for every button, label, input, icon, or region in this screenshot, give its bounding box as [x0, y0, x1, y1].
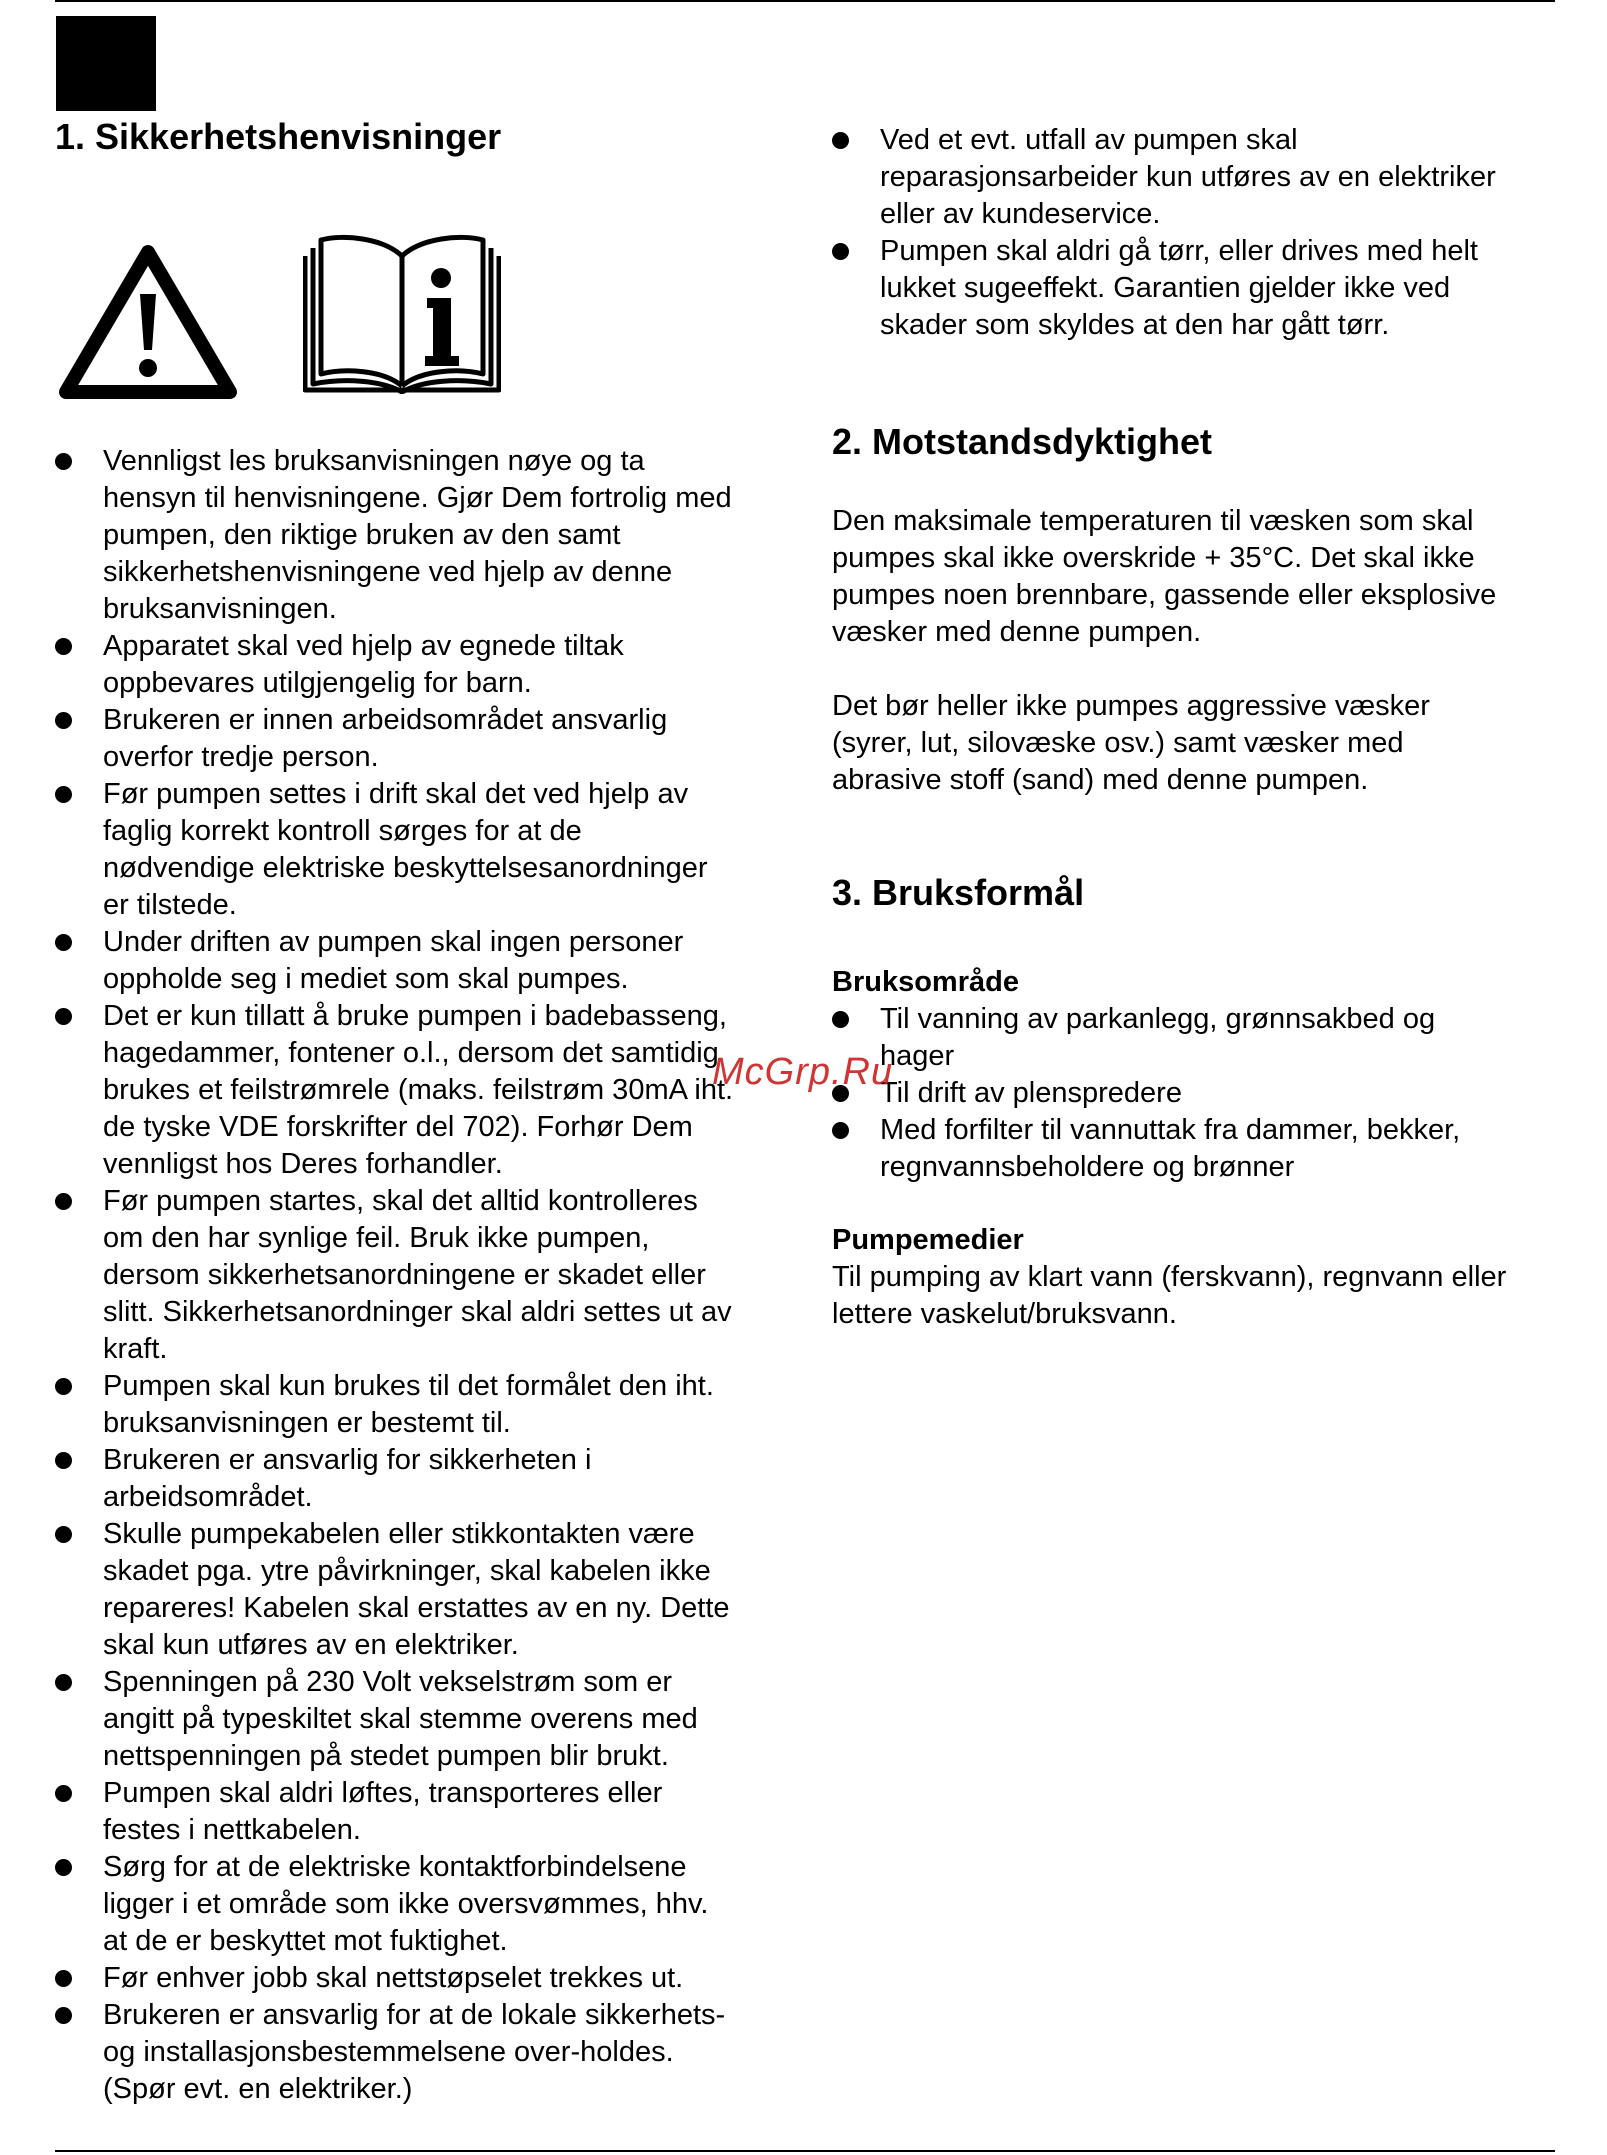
section-1-title: 1. Sikkerhetshenvisninger: [55, 116, 502, 157]
list-item-text: faglig korrekt kontroll sørges for at de: [103, 815, 582, 847]
list-item-text: sikkerhetshenvisningene ved hjelp av denne: [103, 556, 673, 588]
list-item: [55, 1368, 795, 1442]
list-item-text: eller av kundeservice.: [880, 198, 1161, 230]
bullet-icon: [832, 132, 849, 149]
list-item-text: Brukeren er innen arbeidsområdet ansvarlig: [103, 704, 668, 736]
paragraph-line: lettere vaskelut/bruksvann.: [832, 1298, 1177, 1330]
list-item-text: brukes et feilstrømrele (maks. feilstrøm 30mA iht.: [103, 1074, 734, 1106]
paragraph-line: pumpes noen brennbare, gassende eller eksplosive: [832, 579, 1497, 611]
list-item-text: Spenningen på 230 Volt vekselstrøm som er: [103, 1666, 673, 1698]
list-item: [55, 443, 795, 628]
list-item-text: Før pumpen settes i drift skal det ved hjelp av: [103, 778, 689, 810]
list-item: [832, 1001, 1572, 1075]
list-item-text: arbeidsområdet.: [103, 1481, 313, 1513]
list-item-text: Pumpen skal aldri gå tørr, eller drives med helt: [880, 235, 1478, 267]
list-item: [55, 1775, 795, 1849]
bullet-icon: [55, 1378, 72, 1395]
list-item-text: festes i nettkabelen.: [103, 1814, 361, 1846]
list-item-text: nettspenningen på stedet pumpen blir brukt.: [103, 1740, 669, 1772]
bullet-icon: [832, 243, 849, 260]
bullet-icon: [55, 712, 72, 729]
list-item-text: Til vanning av parkanlegg, grønnsakbed og: [880, 1003, 1436, 1035]
bullet-icon: [55, 1674, 72, 1691]
info-book-icon: [303, 226, 501, 394]
list-item-text: Til drift av plenspredere: [880, 1077, 1182, 1109]
list-item-text: Vennligst les bruksanvisningen nøye og ta: [103, 445, 645, 477]
bruksomrade-subheading: Bruksområde: [832, 966, 1019, 998]
list-item-text: hagedammer, fontener o.l., dersom det samtidig: [103, 1037, 719, 1069]
warning-triangle-icon: [58, 244, 238, 402]
list-item-text: regnvannsbeholdere og brønner: [880, 1151, 1295, 1183]
list-item-text: skader som skyldes at den har gått tørr.: [880, 309, 1390, 341]
list-item-text: (Spør evt. en elektriker.): [103, 2073, 413, 2105]
section-2-paragraph-1: [832, 503, 1496, 651]
list-item: [832, 233, 1572, 344]
list-item-text: lukket sugeeffekt. Garantien gjelder ikke ved: [880, 272, 1451, 304]
list-item-text: pumpen, den riktige bruken av den samt: [103, 519, 621, 551]
list-item-text: og installasjonsbestemmelsene over-holdes.: [103, 2036, 674, 2068]
list-item-text: slitt. Sikkerhetsanordninger skal aldri settes ut av: [103, 1296, 732, 1328]
list-item-text: oppbevares utilgjengelig for barn.: [103, 667, 532, 699]
list-item-text: ligger i et område som ikke oversvømmes, hhv.: [103, 1888, 709, 1920]
watermark-text: McGrp.Ru: [712, 1051, 894, 1093]
top-rule: [55, 0, 1555, 2]
list-item: [55, 776, 795, 924]
list-item-text: vennligst hos Deres forhandler.: [103, 1148, 503, 1180]
bullet-icon: [55, 786, 72, 803]
list-item-text: Det er kun tillatt å bruke pumpen i badebasseng,: [103, 1000, 727, 1032]
paragraph-line: Det bør heller ikke pumpes aggressive væsker: [832, 690, 1430, 722]
list-item-text: kraft.: [103, 1333, 168, 1365]
bullet-icon: [55, 1526, 72, 1543]
list-item: [55, 1849, 795, 1960]
list-item-text: at de er beskyttet mot fuktighet.: [103, 1925, 508, 1957]
list-item-text: Pumpen skal kun brukes til det formålet den iht.: [103, 1370, 714, 1402]
pumpemedier-subheading: Pumpemedier: [832, 1224, 1024, 1256]
list-item-text: skadet pga. ytre påvirkninger, skal kabelen ikke: [103, 1555, 711, 1587]
list-item: [55, 998, 795, 1183]
list-item-text: Før pumpen startes, skal det alltid kontrolleres: [103, 1185, 698, 1217]
list-item: [55, 1516, 795, 1664]
paragraph-line: pumpes skal ikke overskride + 35°C. Det skal ikke: [832, 542, 1475, 574]
bullet-icon: [55, 2007, 72, 2024]
list-item-text: bruksanvisningen er bestemt til.: [103, 1407, 511, 1439]
list-item-text: nødvendige elektriske beskyttelsesanordninger: [103, 852, 708, 884]
list-item: [55, 1183, 795, 1368]
safety-instructions-list-continued: [832, 122, 1572, 344]
list-item-text: Under driften av pumpen skal ingen personer: [103, 926, 684, 958]
list-item-text: Brukeren er ansvarlig for at de lokale sikkerhets-: [103, 1999, 726, 2031]
paragraph-line: Til pumping av klart vann (ferskvann), regnvann eller: [832, 1261, 1507, 1293]
list-item-text: repareres! Kabelen skal erstattes av en ny. Dette: [103, 1592, 730, 1624]
list-item-text: Med forfilter til vannuttak fra dammer, bekker,: [880, 1114, 1461, 1146]
list-item: [55, 1664, 795, 1775]
list-item-text: hensyn til henvisningene. Gjør Dem fortrolig med: [103, 482, 732, 514]
list-item: [55, 1960, 795, 1997]
list-item-text: Pumpen skal aldri løftes, transporteres eller: [103, 1777, 663, 1809]
section-3-title: 3. Bruksformål: [832, 872, 1085, 913]
list-item-text: Før enhver jobb skal nettstøpselet trekkes ut.: [103, 1962, 684, 1994]
paragraph-line: abrasive stoff (sand) med denne pumpen.: [832, 764, 1369, 796]
list-item-text: reparasjonsarbeider kun utføres av en elektriker: [880, 161, 1496, 193]
section-tab-marker: [56, 16, 156, 111]
section-2-title: 2. Motstandsdyktighet: [832, 421, 1213, 462]
list-item-text: skal kun utføres av en elektriker.: [103, 1629, 519, 1661]
bullet-icon: [832, 1011, 849, 1028]
bullet-icon: [55, 1859, 72, 1876]
list-item-text: angitt på typeskiltet skal stemme overens med: [103, 1703, 698, 1735]
list-item-text: hager: [880, 1040, 955, 1072]
list-item: [55, 924, 795, 998]
list-item: [832, 122, 1572, 233]
list-item: [55, 628, 795, 702]
list-item-text: oppholde seg i mediet som skal pumpes.: [103, 963, 629, 995]
bullet-icon: [55, 638, 72, 655]
list-item-text: Sørg for at de elektriske kontaktforbindelsene: [103, 1851, 687, 1883]
list-item-text: Apparatet skal ved hjelp av egnede tiltak: [103, 630, 624, 662]
list-item-text: om den har synlige feil. Bruk ikke pumpen,: [103, 1222, 650, 1254]
list-item: [55, 1442, 795, 1516]
list-item: [832, 1075, 1572, 1112]
bullet-icon: [55, 1452, 72, 1469]
bottom-rule: [55, 2150, 1555, 2152]
list-item: [55, 1997, 795, 2108]
bullet-icon: [55, 1193, 72, 1210]
bullet-icon: [55, 934, 72, 951]
paragraph-line: (syrer, lut, silovæske osv.) samt væsker med: [832, 727, 1404, 759]
section-2-paragraph-2: [832, 688, 1430, 799]
safety-instructions-list: [55, 443, 795, 2108]
list-item: [55, 702, 795, 776]
list-item: [832, 1112, 1572, 1186]
list-item-text: Ved et evt. utfall av pumpen skal: [880, 124, 1298, 156]
pump-media-paragraph: [832, 1259, 1506, 1333]
paragraph-line: væsker med denne pumpen.: [832, 616, 1202, 648]
usage-area-list: [832, 1001, 1572, 1186]
list-item-text: Skulle pumpekabelen eller stikkontakten være: [103, 1518, 695, 1550]
list-item-text: de tyske VDE forskrifter del 702). Forhør Dem: [103, 1111, 693, 1143]
bullet-icon: [832, 1122, 849, 1139]
list-item-text: bruksanvisningen.: [103, 593, 337, 625]
list-item-text: Brukeren er ansvarlig for sikkerheten i: [103, 1444, 592, 1476]
bullet-icon: [55, 453, 72, 470]
list-item-text: dersom sikkerhetsanordningene er skadet eller: [103, 1259, 706, 1291]
paragraph-line: Den maksimale temperaturen til væsken som skal: [832, 505, 1474, 537]
bullet-icon: [55, 1008, 72, 1025]
bullet-icon: [55, 1785, 72, 1802]
bullet-icon: [55, 1970, 72, 1987]
list-item-text: er tilstede.: [103, 889, 237, 921]
list-item-text: overfor tredje person.: [103, 741, 379, 773]
